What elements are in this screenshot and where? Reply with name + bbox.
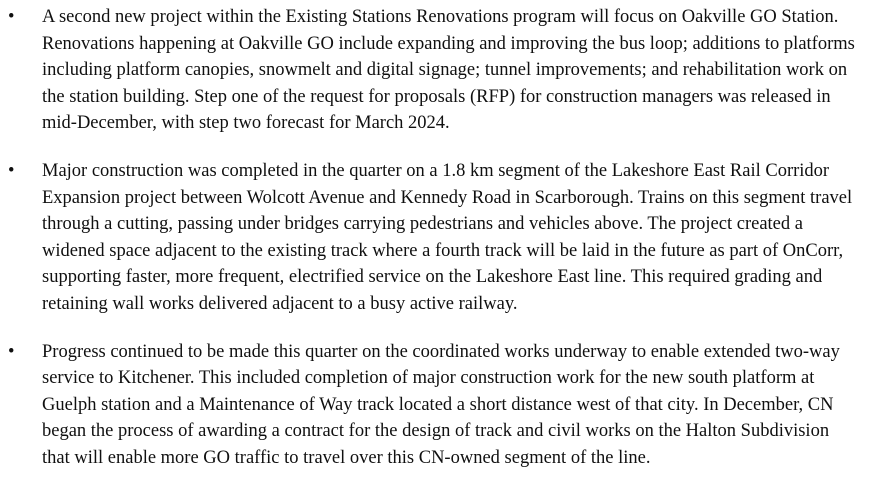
bullet-marker-icon: • xyxy=(8,341,15,362)
list-item-text: A second new project within the Existing Stations Renovations program will focus on Oakville GO Station. Renovations happening at Oakville GO include expanding and improving the bus loop; additions to platforms including platform canopies, snowmelt and digital signage; tunnel improvements; and rehabilitation work on the station building. Step one of the request for proposals (RFP) for construction managers was released in mid-December, with step two forecast for March 2024. xyxy=(42,7,860,134)
list-item xyxy=(0,339,856,472)
list-item xyxy=(0,4,860,137)
bullet-list xyxy=(0,4,860,472)
bullet-marker-icon: • xyxy=(8,160,15,181)
list-item xyxy=(0,158,856,318)
list-item-text: Major construction was completed in the quarter on a 1.8 km segment of the Lakeshore East Rail Corridor Expansion project between Wolcott Avenue and Kennedy Road in Scarborough. Trains on this segment travel through a cutting, passing under bridges carrying pedestrians and vehicles above. The project created a widened space adjacent to the existing track where a fourth track will be laid in the future as part of OnCorr, supporting faster, more frequent, electrified service on the Lakeshore East line. This required grading and retaining wall works delivered adjacent to a busy active railway. xyxy=(42,160,857,314)
bullet-marker-icon: • xyxy=(8,7,15,27)
list-item-text: Progress continued to be made this quarter on the coordinated works underway to enable extended two-way service to Kitchener. This included completion of major construction work for the new south platform at Guelph station and a Maintenance of Way track located a short distance west of that city. In December, CN began the process of awarding a contract for the design of track and civil works on the Halton Subdivision that will enable more GO traffic to travel over this CN-owned segment of the line. xyxy=(42,341,845,468)
